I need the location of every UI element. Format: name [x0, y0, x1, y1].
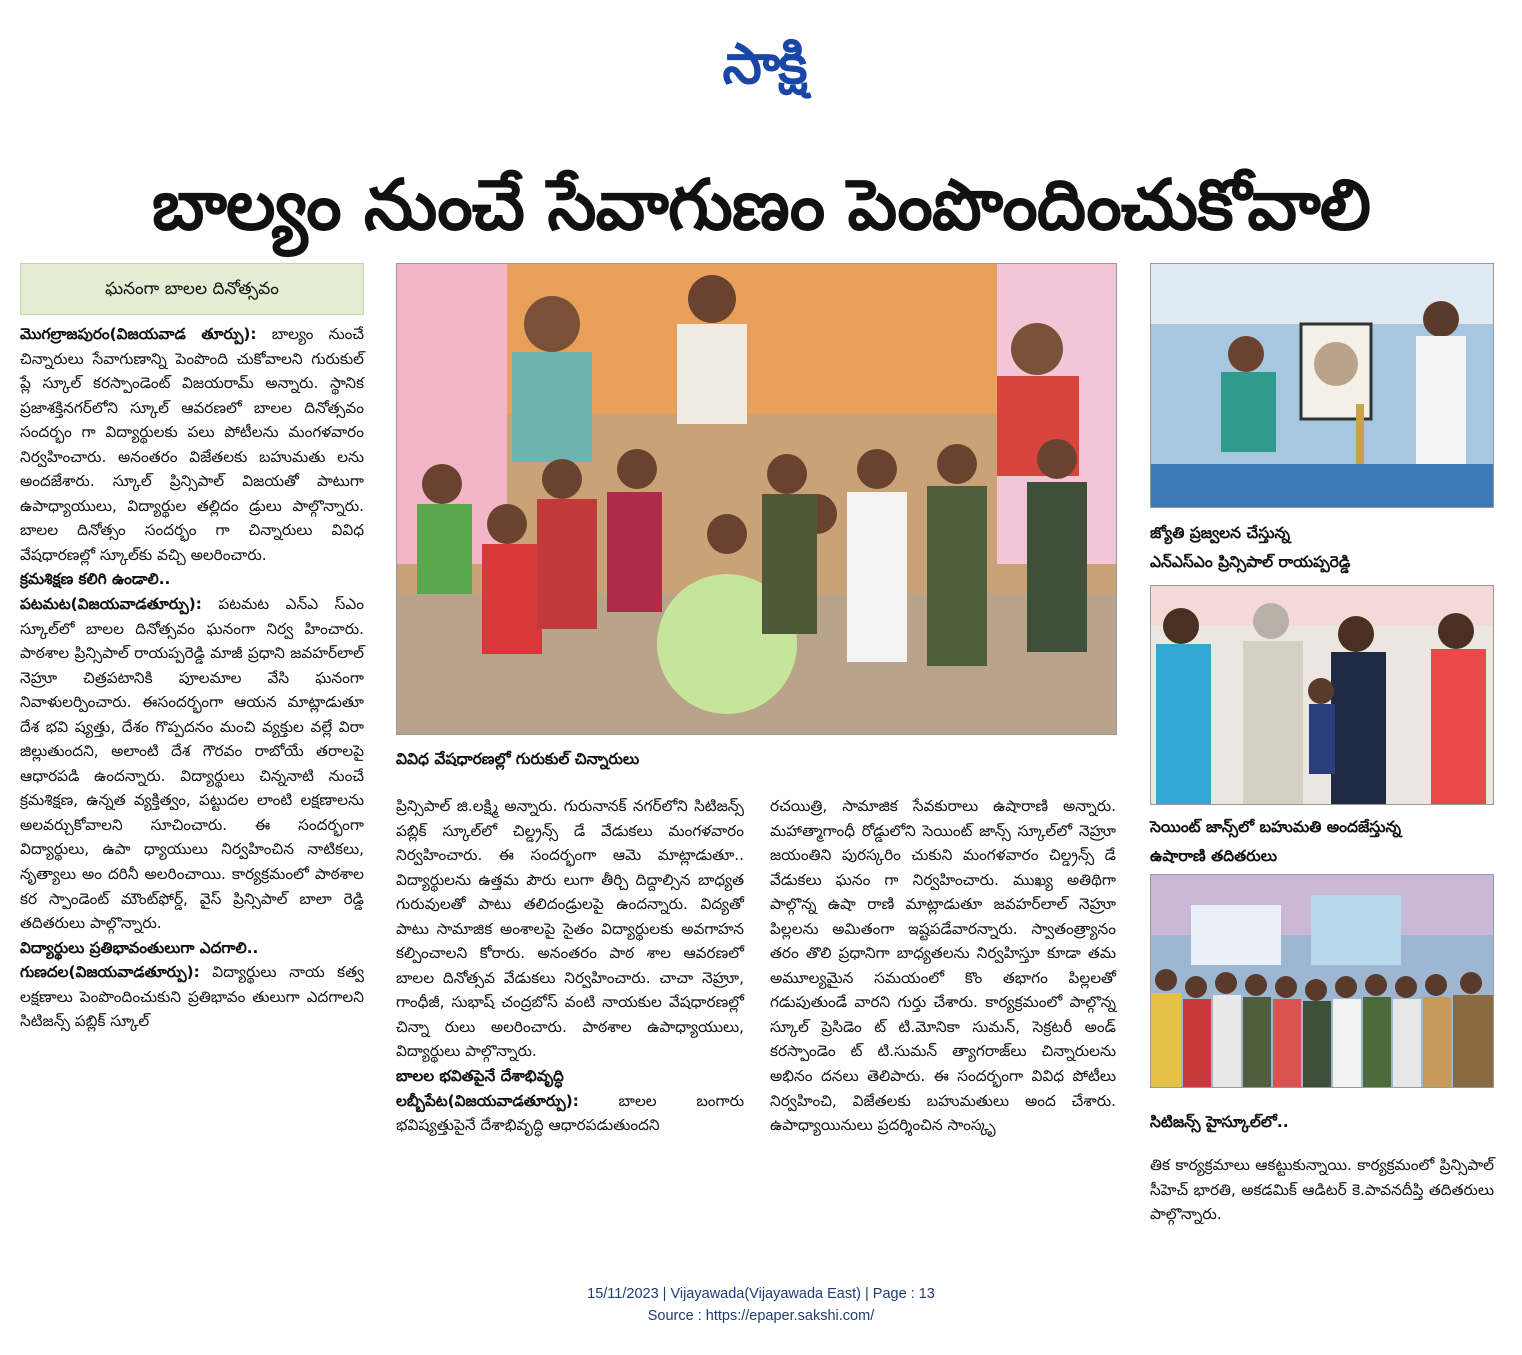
- photo-lamp-lighting-illustration: [1151, 264, 1494, 508]
- photo-lamp-lighting: [1150, 263, 1494, 508]
- subheading: విద్యార్థులు ప్రతిభావంతులుగా ఎదగాలి..: [20, 938, 259, 957]
- photo-caption: [1150, 1108, 1494, 1137]
- footer-date-edition: 15/11/2023 | Vijayawada(Vijayawada East) | Page : 13: [587, 1286, 935, 1302]
- caption-line: సెయింట్ జాన్స్‌లో బహుమతి అందజేస్తున్న: [1150, 818, 1402, 836]
- subheading: బాలల భవితపైనే దేశాభివృద్ధి: [396, 1067, 564, 1086]
- article-column-1: [20, 322, 364, 1034]
- body-text: పటమట ఎన్ఎ స్ఎం స్కూల్‌లో బాలల దినోత్సవం ఘనంగా నిర్వ హించారు. పాఠశాల ప్రిన్సిపాల్ రాయప్పరెడ్డి మాజీ ప్రధాని జవహర్‌లాల్ నెహ్రూ చిత్రపటానికి పూలమాల వేసి ఘనంగా నివాళులర్పించారు. ఈసందర్భంగా ఆయన మాట్లాడుతూ దేశ భవి ష్యత్తు, దేశం గొప్పదనం మంచి వ్యక్తుల వల్లే విరా జిల్లుతుందని, అలాంటి దేశ గౌరవం రాబోయే తరాలపై ఆధారపడి ఉందన్నారు. విద్యార్థులు చిన్ననాటి నుంచే క్రమశిక్షణ, ఉన్నత వ్యక్తిత్వం, పట్టుదల లాంటి లక్షణాలను అలవర్చుకోవాలని సూచించారు. ఈ సందర్భంగా విద్యార్థులు, ఉపా ధ్యాయులు నిర్వహించిన నాటికలు, నృత్యాలు అం దరినీ అలరించాయి. కార్యక్రమంలో పాఠశాల కర స్పాండెంట్ మౌంట్‌ఫోర్డ్, వైస్ ప్రిన్సిపాల్ బాలా రెడ్డి తదితరులు పాల్గొన్నారు.: [20, 595, 364, 933]
- headline: బాల్యం నుంచే సేవాగుణం పెంపొందించుకోవాలి: [151, 164, 1371, 246]
- paragraph: [20, 960, 364, 1034]
- kicker-box: ఘనంగా బాలల దినోత్సవం: [20, 263, 364, 315]
- paragraph: [20, 592, 364, 936]
- paragraph: [20, 322, 364, 567]
- logo-wordmark: సాక్షి: [722, 32, 806, 97]
- article-column-4: [1150, 1153, 1494, 1227]
- article-column-2: [396, 794, 744, 1138]
- sakshi-logo: [664, 26, 864, 104]
- footer-source-link[interactable]: Source : https://epaper.sakshi.com/: [647, 1308, 875, 1324]
- photo-prize-distribution-illustration: [1151, 586, 1494, 805]
- photo-prize-distribution: [1150, 585, 1494, 805]
- page-footer: [0, 1283, 1522, 1327]
- photo-citizens-highschool: [1150, 874, 1494, 1088]
- body-text: విద్యార్థులు నాయ కత్వ లక్షణాలు పెంపొందించుకుని ప్రతిభావం తులుగా ఎదగాలని సిటిజన్స్ పబ్లిక్ స్కూల్: [20, 963, 364, 1031]
- dateline: పటమట(విజయవాడతూర్పు):: [20, 595, 202, 614]
- body-text: బాలల బంగారు భవిష్యత్తుపైనే దేశాభివృద్ధి ఆధారపడుతుందని: [396, 1091, 744, 1135]
- article-column-3: [770, 794, 1116, 1138]
- caption-line: సిటిజన్స్ హైస్కూల్‌లో..: [1150, 1113, 1289, 1131]
- photo-caption: [1150, 519, 1494, 577]
- subheading: క్రమశిక్షణ కలిగి ఉండాలి..: [20, 570, 171, 589]
- caption-line: ఎన్ఎస్ఎం ప్రిన్సిపాల్ రాయప్పరెడ్డి: [1150, 553, 1351, 571]
- main-photo-illustration: [397, 264, 1117, 735]
- caption-line: ఉషారాణి తదితరులు: [1150, 847, 1278, 865]
- dateline: లబ్బీపేట(విజయవాడతూర్పు):: [396, 1091, 579, 1110]
- main-photo-children-costumes: [396, 263, 1117, 735]
- main-photo-caption: వివిధ వేషధారణల్లో గురుకుల్ చిన్నారులు: [396, 750, 640, 768]
- dateline: గుణదల(విజయవాడతూర్పు):: [20, 963, 200, 982]
- body-text: బాల్యం నుంచే చిన్నారులు సేవాగుణాన్ని పెంపొంది చుకోవాలని గురుకుల్ ప్లే స్కూల్ కరస్పాండెంట్ విజయరామ్ అన్నారు. స్థానిక ప్రజాశక్తినగర్‌లోని స్కూల్ ఆవరణలో బాలల దినోత్సవం సందర్భం గా విద్యార్థులకు పలు పోటీలను మంగళవారం నిర్వహించారు. అనంతరం విజేతలకు బహుమతు లను అందజేశారు. స్కూల్ ప్రిన్సిపాల్ విజయతో పాటుగా ఉపాధ్యాయులు, విద్యార్థుల తల్లిదం డ్రులు పాల్గొన్నారు. బాలల దినోత్సం సందర్భం గా చిన్నారులు వివిధ వేషధారణల్లో స్కూల్‌కు వచ్చి అలరించారు.: [20, 325, 364, 564]
- photo-citizens-highschool-illustration: [1151, 875, 1494, 1088]
- caption-line: జ్యోతి ప్రజ్వలన చేస్తున్న: [1150, 524, 1290, 542]
- dateline: మొగల్రాజపురం(విజయవాడ తూర్పు):: [20, 325, 257, 343]
- body-text: ప్రిన్సిపాల్ జి.లక్ష్మి అన్నారు. గురునానక్ నగర్‌లోని సిటిజన్స్ పబ్లిక్ స్కూల్‌లో చిల్డ్రన్స్ డే వేడుకలు మంగళవారం నిర్వహించారు. ఈ సందర్భంగా ఆమె మాట్లాడుతూ.. విద్యార్థులను ఉత్తమ పౌరు లుగా తీర్చి దిద్దాల్సిన బాధ్యత గురువులతో పాటు తలిదండ్రులపై ఉందన్నారు. విద్యతో పాటు సామాజిక అంశాలపై సైతం విద్యార్థులకు అవగాహన కల్పించాలని కోరారు. అనంతరం పాఠ శాల ఆవరణలో బాలల దినోత్సవ వేడుకలు నిర్వహించారు. చాచా నెహ్రూ, గాంధీజీ, సుభాష్ చంద్రబోస్ వంటి నాయకుల వేషధారణల్లో చిన్నా రులు అలరించారు. పాఠశాల ఉపాధ్యాయులు, విద్యార్థులు పాల్గొన్నారు.: [396, 797, 744, 1061]
- photo-caption: [1150, 813, 1494, 871]
- paragraph: [396, 1089, 744, 1138]
- body-text: రచయిత్రి, సామాజిక సేవకురాలు ఉషారాణి అన్నారు. మహాత్మాగాంధీ రోడ్డులోని సెయింట్ జాన్స్ స్కూల్‌లో నెహ్రూ జయంతిని పురస్కరిం చుకుని మంగళవారం చిల్డ్రన్స్ డే వేడుకలు ఘనం గా నిర్వహించారు. ముఖ్య అతిథిగా పాల్గొన్న ఉషా రాణి మాట్లాడుతూ జవహర్‌లాల్ నెహ్రూ పిల్లలను అమితంగా ఇష్టపడేవారన్నారు. స్వాతంత్ర్యానం తరం తొలి ప్రధానిగా బాధ్యతలను నిర్వహిస్తూ కూడా తమ అమూల్యమైన సమయంలో కొం తభాగం పిల్లలతో గడుపుతుండే వారని గుర్తు చేశారు. కార్యక్రమంలో పాల్గొన్న స్కూల్ ప్రెసిడెం ట్ టి.మోనికా సుమన్, సెక్రటరీ అండ్ కరస్పాండెం ట్ టి.సుమన్ త్యాగరాజ్‌లు చిన్నారులను అభినం దనలు తెలిపారు. ఈ సందర్భంగా వివిధ పోటీలు నిర్వహించి, విజేతలకు బహుమతులు అంద చేశారు. ఉపాధ్యాయినులు ప్రదర్శించిన సాంస్కృ: [770, 797, 1116, 1135]
- body-text: తిక కార్యక్రమాలు ఆకట్టుకున్నాయి. కార్యక్రమంలో ప్రిన్సిపాల్ సీహెచ్ భారతి, అకడమిక్ ఆడిటర్ కె.పావనదీప్తి తదితరులు పాల్గొన్నారు.: [1150, 1156, 1494, 1224]
